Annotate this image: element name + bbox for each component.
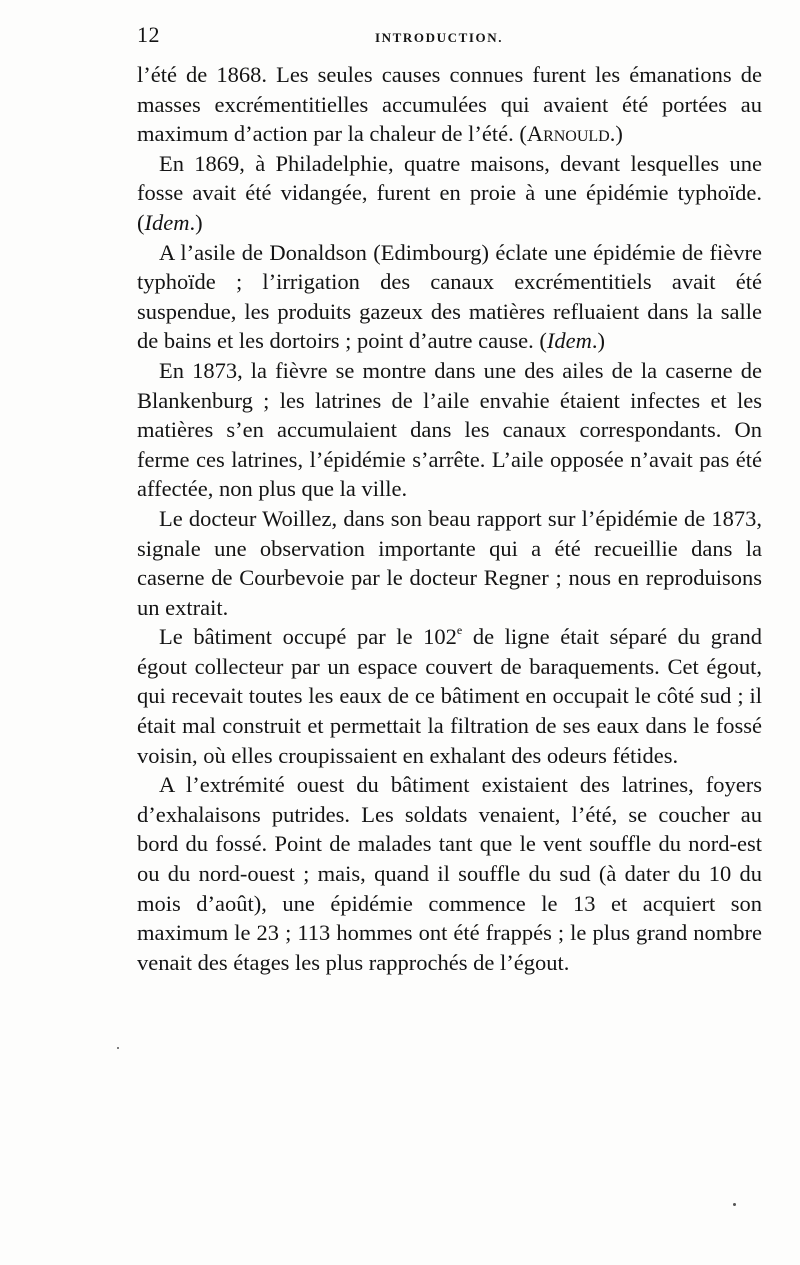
paragraph-7-text: A l’extrémité ouest du bâtiment existaient des latrines, foyers d’exhalaisons putrides. Les soldats venaient, l’été, se coucher au bord du fossé. Point de malades tant que le vent souffle du nord-est ou du nord-ouest ; mais, quand il souffle du sud (à dater du 10 du mois d’août), une épidémie commence le 13 et acquiert son maximum le 23 ; 113 hommes ont été frappés ; le plus grand nombre venait des étages les plus rapprochés de l’égout.	[137, 772, 762, 975]
paragraph-1-tail: .)	[609, 121, 623, 147]
paragraph-5-text: Le docteur Woillez, dans son beau rapport sur l’épidémie de 1873, signale une observation importante qui a été recueillie dans la caserne de Courbevoie par le docteur Regner ; nous en reproduisons un extrait.	[137, 505, 762, 620]
paragraph-2-text: En 1869, à Philadelphie, quatre maisons, devant lesquelles une fosse avait été vidangée, furent en proie à une épidémie typhoïde. (	[137, 150, 762, 235]
paragraph-6-text-after: de ligne était séparé du grand égout collecteur par un espace couvert de baraquements. Cet égout, qui recevait toutes les eaux de ce bâtiment en occupait le côté sud ; il était mal construit et permettait la filtration de ses eaux dans le fossé voisin, où elles croupissaient en exhalant des odeurs fétides.	[137, 624, 762, 768]
superscript-e: e	[456, 623, 463, 638]
paragraph-7	[137, 770, 762, 977]
paragraph-1-text: l’été de 1868. Les seules causes connues furent les émanations de masses excrémentitielles accumulées qui avaient été portées au maximum d’action par la chaleur de l’été. (	[137, 62, 762, 147]
page-number: 12	[137, 22, 160, 47]
paragraph-2	[137, 149, 762, 238]
paragraph-3	[137, 238, 762, 356]
page-header	[137, 22, 777, 52]
print-speck	[117, 1047, 119, 1049]
idem-citation: Idem	[546, 328, 592, 354]
paragraph-6-text-before: Le bâtiment occupé par le 102	[159, 624, 457, 650]
paragraph-4-text: En 1873, la fièvre se montre dans une des ailes de la caserne de Blankenburg ; les latrines de l’aile envahie étaient infectes et les matières s’en accumulaient dans les canaux correspondants. On ferme ces latrines, l’épidémie s’arrête. L’aile opposée n’avait pas été affectée, non plus que la ville.	[137, 357, 762, 502]
paragraph-3-text: A l’asile de Donaldson (Edimbourg) éclate une épidémie de fièvre typhoïde ; l’irrigation des canaux excrémentitiels avait été suspendue, les produits gazeux des matières refluaient dans la salle de bains et les dortoirs ; point d’autre cause. (	[137, 239, 762, 354]
body-text	[137, 60, 762, 977]
running-head: INTRODUCTION.	[375, 30, 504, 45]
print-speck	[733, 1203, 736, 1206]
paragraph-3-tail: .)	[591, 328, 605, 354]
paragraph-1	[137, 60, 762, 149]
paragraph-4	[137, 356, 762, 504]
author-citation: Arnould	[526, 121, 610, 147]
idem-citation: Idem	[144, 209, 190, 235]
paragraph-5	[137, 504, 762, 622]
paragraph-6	[137, 622, 762, 770]
paragraph-2-tail: .)	[189, 209, 203, 235]
